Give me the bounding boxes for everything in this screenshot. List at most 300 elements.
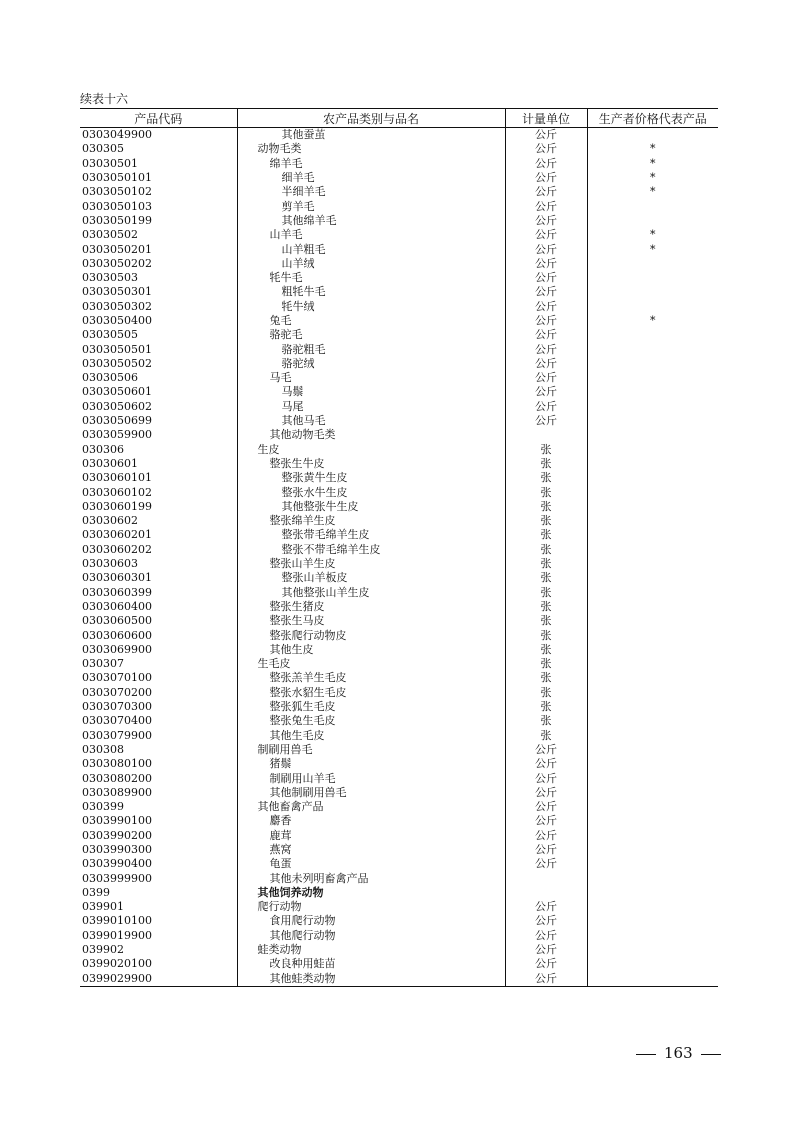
representative-mark-cell <box>587 214 718 228</box>
product-code-cell: 03030501 <box>82 156 138 170</box>
product-code-cell: 030308 <box>82 742 124 756</box>
representative-mark-cell <box>587 643 718 657</box>
unit-cell: 张 <box>505 586 587 600</box>
unit-cell: 公斤 <box>505 199 587 213</box>
product-name-cell: 整张生马皮 <box>237 614 505 628</box>
table-row <box>80 972 718 987</box>
product-name-cell: 牦牛绒 <box>237 300 505 314</box>
representative-mark-cell <box>587 557 718 571</box>
left-dash <box>636 1054 656 1055</box>
table-row <box>80 271 718 285</box>
table-row <box>80 385 718 399</box>
table-row <box>80 528 718 542</box>
table-row <box>80 128 718 143</box>
product-code-cell: 0303070200 <box>82 685 152 699</box>
product-code-cell: 0303050103 <box>82 199 152 213</box>
unit-cell: 公斤 <box>505 371 587 385</box>
table-row <box>80 371 718 385</box>
table-row <box>80 743 718 757</box>
table-body <box>80 128 718 987</box>
product-name-cell: 粗牦牛毛 <box>237 285 505 299</box>
representative-mark-cell <box>587 628 718 642</box>
product-code-cell: 03030603 <box>82 557 138 571</box>
representative-mark-cell: * <box>587 157 718 171</box>
product-code-cell: 0303060202 <box>82 542 152 556</box>
product-name-cell: 骆驼毛 <box>237 328 505 342</box>
representative-mark-cell <box>587 671 718 685</box>
representative-mark-cell <box>587 500 718 514</box>
header-representative-product: 生产者价格代表产品 <box>587 109 718 128</box>
product-code-cell: 0303050301 <box>82 285 152 299</box>
unit-cell: 公斤 <box>505 843 587 857</box>
representative-mark-cell <box>587 414 718 428</box>
table-row <box>80 571 718 585</box>
unit-cell: 公斤 <box>505 185 587 199</box>
unit-cell: 张 <box>505 657 587 671</box>
representative-mark-cell <box>587 614 718 628</box>
representative-mark-cell <box>587 371 718 385</box>
product-name-cell: 整张爬行动物皮 <box>237 628 505 642</box>
table-row <box>80 829 718 843</box>
product-name-cell: 剪羊毛 <box>237 199 505 213</box>
product-name-cell: 整张水貂生毛皮 <box>237 686 505 700</box>
unit-cell: 张 <box>505 485 587 499</box>
product-name-cell: 其他整张山羊生皮 <box>237 586 505 600</box>
product-name-cell: 整张山羊生皮 <box>237 557 505 571</box>
representative-mark-cell: * <box>587 242 718 256</box>
unit-cell: 张 <box>505 557 587 571</box>
table-row <box>80 786 718 800</box>
product-code-cell: 039901 <box>82 900 124 914</box>
unit-cell: 张 <box>505 471 587 485</box>
product-name-cell: 整张兔生毛皮 <box>237 714 505 728</box>
unit-cell: 张 <box>505 528 587 542</box>
representative-mark-cell <box>587 328 718 342</box>
product-name-cell: 生皮 <box>237 443 505 457</box>
unit-cell <box>505 886 587 900</box>
product-code-cell: 03030506 <box>82 371 138 385</box>
representative-mark-cell <box>587 128 718 143</box>
product-code-cell: 0303080100 <box>82 757 152 771</box>
product-name-cell: 整张生牛皮 <box>237 457 505 471</box>
product-code-cell: 0399019900 <box>82 928 152 942</box>
representative-mark-cell <box>587 871 718 885</box>
representative-mark-cell <box>587 586 718 600</box>
table-row <box>80 543 718 557</box>
unit-cell: 公斤 <box>505 214 587 228</box>
product-name-cell: 其他整张牛生皮 <box>237 500 505 514</box>
unit-cell: 公斤 <box>505 314 587 328</box>
unit-cell: 公斤 <box>505 157 587 171</box>
unit-cell: 张 <box>505 671 587 685</box>
representative-mark-cell <box>587 972 718 987</box>
table-row <box>80 443 718 457</box>
representative-mark-cell <box>587 400 718 414</box>
unit-cell: 张 <box>505 543 587 557</box>
product-name-cell: 骆驼绒 <box>237 357 505 371</box>
table-row <box>80 728 718 742</box>
table-row <box>80 600 718 614</box>
product-name-cell: 绵羊毛 <box>237 157 505 171</box>
product-code-cell: 03030502 <box>82 228 138 242</box>
product-name-cell: 其他饲养动物 <box>237 886 505 900</box>
unit-cell <box>505 871 587 885</box>
unit-cell: 张 <box>505 571 587 585</box>
product-code-cell: 030306 <box>82 442 124 456</box>
representative-mark-cell <box>587 857 718 871</box>
table-row <box>80 357 718 371</box>
unit-cell: 张 <box>505 514 587 528</box>
representative-mark-cell <box>587 929 718 943</box>
product-name-cell: 马鬃 <box>237 385 505 399</box>
table-row <box>80 142 718 156</box>
unit-cell: 张 <box>505 728 587 742</box>
table-row <box>80 185 718 199</box>
table-row <box>80 814 718 828</box>
table-row <box>80 400 718 414</box>
product-code-cell: 0303059900 <box>82 428 152 442</box>
product-name-cell: 食用爬行动物 <box>237 914 505 928</box>
representative-mark-cell: * <box>587 171 718 185</box>
unit-cell: 张 <box>505 714 587 728</box>
unit-cell: 公斤 <box>505 271 587 285</box>
table-row <box>80 700 718 714</box>
product-name-cell: 山羊粗毛 <box>237 242 505 256</box>
product-code-cell: 0303060500 <box>82 614 152 628</box>
product-code-cell: 0303060600 <box>82 628 152 642</box>
unit-cell: 公斤 <box>505 257 587 271</box>
product-name-cell: 整张羔羊生毛皮 <box>237 671 505 685</box>
representative-mark-cell <box>587 843 718 857</box>
unit-cell: 公斤 <box>505 814 587 828</box>
product-name-cell: 其他马毛 <box>237 414 505 428</box>
product-name-cell: 其他动物毛类 <box>237 428 505 442</box>
unit-cell: 张 <box>505 443 587 457</box>
page-number-footer <box>628 1044 729 1062</box>
product-code-cell: 0303079900 <box>82 728 152 742</box>
product-name-cell: 蛙类动物 <box>237 943 505 957</box>
product-name-cell: 山羊毛 <box>237 228 505 242</box>
product-code-cell: 0303070100 <box>82 671 152 685</box>
product-code-cell: 0303050501 <box>82 342 152 356</box>
product-code-cell: 0303050602 <box>82 399 152 413</box>
representative-mark-cell: * <box>587 185 718 199</box>
unit-cell: 公斤 <box>505 800 587 814</box>
representative-mark-cell <box>587 571 718 585</box>
product-code-cell: 0303050101 <box>82 171 152 185</box>
representative-mark-cell <box>587 285 718 299</box>
representative-mark-cell <box>587 714 718 728</box>
product-code-cell: 0303050502 <box>82 356 152 370</box>
product-name-cell: 整张不带毛绵羊生皮 <box>237 543 505 557</box>
product-code-cell: 0303050199 <box>82 213 152 227</box>
representative-mark-cell <box>587 800 718 814</box>
product-code-cell: 0303069900 <box>82 642 152 656</box>
table-row <box>80 285 718 299</box>
product-code-cell: 0303089900 <box>82 785 152 799</box>
unit-cell: 张 <box>505 600 587 614</box>
product-code-cell: 0303050699 <box>82 414 152 428</box>
product-code-cell: 0303060201 <box>82 528 152 542</box>
table-row <box>80 471 718 485</box>
representative-mark-cell <box>587 786 718 800</box>
header-category-name: 农产品类别与品名 <box>237 109 505 128</box>
unit-cell: 公斤 <box>505 357 587 371</box>
representative-mark-cell <box>587 700 718 714</box>
unit-cell: 公斤 <box>505 972 587 987</box>
representative-mark-cell <box>587 900 718 914</box>
table-row <box>80 199 718 213</box>
unit-cell: 公斤 <box>505 957 587 971</box>
unit-cell: 公斤 <box>505 242 587 256</box>
unit-cell: 张 <box>505 457 587 471</box>
product-code-cell: 0303070300 <box>82 700 152 714</box>
table-row <box>80 457 718 471</box>
table-row <box>80 514 718 528</box>
product-code-cell: 039902 <box>82 943 124 957</box>
table-row <box>80 757 718 771</box>
product-name-cell: 制刷用兽毛 <box>237 743 505 757</box>
product-code-cell: 0303060101 <box>82 471 152 485</box>
table-row <box>80 500 718 514</box>
unit-cell: 公斤 <box>505 771 587 785</box>
table-row <box>80 843 718 857</box>
product-code-cell: 030399 <box>82 800 124 814</box>
product-name-cell: 半细羊毛 <box>237 185 505 199</box>
representative-mark-cell <box>587 485 718 499</box>
table-row <box>80 771 718 785</box>
product-code-cell: 0303080200 <box>82 771 152 785</box>
representative-mark-cell <box>587 300 718 314</box>
product-name-cell: 爬行动物 <box>237 900 505 914</box>
unit-cell: 张 <box>505 614 587 628</box>
product-name-cell: 马毛 <box>237 371 505 385</box>
table-row <box>80 228 718 242</box>
product-name-cell: 整张带毛绵羊生皮 <box>237 528 505 542</box>
table-row <box>80 714 718 728</box>
table-row <box>80 857 718 871</box>
continuation-label: 续表十六 <box>80 92 129 106</box>
header-product-code: 产品代码 <box>80 109 237 128</box>
table-row <box>80 328 718 342</box>
table-row <box>80 586 718 600</box>
product-code-cell: 030305 <box>82 142 124 156</box>
representative-mark-cell: * <box>587 142 718 156</box>
unit-cell: 公斤 <box>505 285 587 299</box>
unit-cell: 公斤 <box>505 342 587 356</box>
representative-mark-cell <box>587 342 718 356</box>
product-name-cell: 细羊毛 <box>237 171 505 185</box>
product-name-cell: 兔毛 <box>237 314 505 328</box>
representative-mark-cell <box>587 528 718 542</box>
product-code-cell: 0303060399 <box>82 585 152 599</box>
table-row <box>80 929 718 943</box>
product-name-cell: 麝香 <box>237 814 505 828</box>
product-name-cell: 整张狐生毛皮 <box>237 700 505 714</box>
representative-mark-cell <box>587 771 718 785</box>
table-row <box>80 628 718 642</box>
right-dash <box>701 1054 721 1055</box>
product-code-cell: 0303060400 <box>82 599 152 613</box>
unit-cell: 公斤 <box>505 786 587 800</box>
product-name-cell: 生毛皮 <box>237 657 505 671</box>
product-name-cell: 整张生猪皮 <box>237 600 505 614</box>
table-row <box>80 157 718 171</box>
product-code-cell: 0303990100 <box>82 814 152 828</box>
product-code-cell: 0303050302 <box>82 299 152 313</box>
unit-cell <box>505 428 587 442</box>
product-name-cell: 马尾 <box>237 400 505 414</box>
table-row <box>80 914 718 928</box>
product-code-cell: 0303990400 <box>82 857 152 871</box>
representative-mark-cell <box>587 257 718 271</box>
product-name-cell: 燕窝 <box>237 843 505 857</box>
product-code-cell: 0303999900 <box>82 871 152 885</box>
representative-mark-cell <box>587 814 718 828</box>
table-row <box>80 886 718 900</box>
representative-mark-cell <box>587 443 718 457</box>
product-name-cell: 骆驼粗毛 <box>237 342 505 356</box>
unit-cell: 公斤 <box>505 142 587 156</box>
table-row <box>80 414 718 428</box>
product-code-cell: 0303060199 <box>82 499 152 513</box>
product-code-cell: 0303050102 <box>82 185 152 199</box>
product-code-cell: 0303050202 <box>82 256 152 270</box>
representative-mark-cell <box>587 957 718 971</box>
representative-mark-cell <box>587 657 718 671</box>
table-row <box>80 428 718 442</box>
representative-mark-cell <box>587 757 718 771</box>
table-row <box>80 671 718 685</box>
product-code-cell: 0303060301 <box>82 571 152 585</box>
product-name-cell: 鹿茸 <box>237 829 505 843</box>
product-code-cell: 0303070400 <box>82 714 152 728</box>
table-row <box>80 643 718 657</box>
product-name-cell: 其他蚕茧 <box>237 128 505 143</box>
table-row <box>80 871 718 885</box>
unit-cell: 公斤 <box>505 943 587 957</box>
unit-cell: 公斤 <box>505 171 587 185</box>
table-header-row <box>80 109 718 128</box>
table-row <box>80 900 718 914</box>
table-row <box>80 171 718 185</box>
table-row <box>80 257 718 271</box>
product-code-table <box>80 108 718 987</box>
representative-mark-cell <box>587 600 718 614</box>
representative-mark-cell <box>587 428 718 442</box>
header-unit: 计量单位 <box>505 109 587 128</box>
table-row <box>80 214 718 228</box>
representative-mark-cell: * <box>587 314 718 328</box>
product-code-cell: 030307 <box>82 657 124 671</box>
table-row <box>80 314 718 328</box>
product-name-cell: 动物毛类 <box>237 142 505 156</box>
table-row <box>80 657 718 671</box>
unit-cell: 公斤 <box>505 228 587 242</box>
product-code-cell: 0303050400 <box>82 314 152 327</box>
unit-cell: 公斤 <box>505 929 587 943</box>
product-code-cell: 03030602 <box>82 514 138 528</box>
unit-cell: 张 <box>505 500 587 514</box>
product-name-cell: 龟蛋 <box>237 857 505 871</box>
product-code-cell: 0303990300 <box>82 842 152 856</box>
representative-mark-cell <box>587 543 718 557</box>
product-name-cell: 其他畜禽产品 <box>237 800 505 814</box>
table-row <box>80 557 718 571</box>
product-name-cell: 其他制刷用兽毛 <box>237 786 505 800</box>
table-row <box>80 686 718 700</box>
representative-mark-cell <box>587 829 718 843</box>
unit-cell: 公斤 <box>505 757 587 771</box>
product-name-cell: 其他未列明畜禽产品 <box>237 871 505 885</box>
table-row <box>80 943 718 957</box>
representative-mark-cell <box>587 728 718 742</box>
product-name-cell: 其他生皮 <box>237 643 505 657</box>
table-row <box>80 800 718 814</box>
product-code-cell: 0303060102 <box>82 485 152 499</box>
representative-mark-cell <box>587 886 718 900</box>
product-name-cell: 整张山羊板皮 <box>237 571 505 585</box>
product-code-cell: 0303050201 <box>82 242 152 256</box>
unit-cell: 公斤 <box>505 914 587 928</box>
table-row <box>80 300 718 314</box>
representative-mark-cell <box>587 471 718 485</box>
representative-mark-cell: * <box>587 228 718 242</box>
product-name-cell: 其他爬行动物 <box>237 929 505 943</box>
product-name-cell: 其他生毛皮 <box>237 728 505 742</box>
representative-mark-cell <box>587 199 718 213</box>
table-row <box>80 957 718 971</box>
product-name-cell: 其他蛙类动物 <box>237 972 505 987</box>
representative-mark-cell <box>587 914 718 928</box>
unit-cell: 张 <box>505 700 587 714</box>
product-name-cell: 制刷用山羊毛 <box>237 771 505 785</box>
unit-cell: 公斤 <box>505 900 587 914</box>
table-row <box>80 342 718 356</box>
product-code-cell: 0399020100 <box>82 957 152 971</box>
product-code-cell: 03030601 <box>82 456 138 470</box>
unit-cell: 公斤 <box>505 128 587 143</box>
product-code-cell: 0399 <box>82 885 110 899</box>
product-name-cell: 其他绵羊毛 <box>237 214 505 228</box>
unit-cell: 公斤 <box>505 328 587 342</box>
product-code-cell: 03030505 <box>82 328 138 342</box>
unit-cell: 公斤 <box>505 829 587 843</box>
table-row <box>80 485 718 499</box>
unit-cell: 公斤 <box>505 385 587 399</box>
product-code-cell: 0399010100 <box>82 914 152 928</box>
page-number: 163 <box>664 1044 693 1062</box>
product-name-cell: 牦牛毛 <box>237 271 505 285</box>
unit-cell: 公斤 <box>505 857 587 871</box>
representative-mark-cell <box>587 686 718 700</box>
product-code-cell: 0303050601 <box>82 385 152 399</box>
product-name-cell: 改良种用蛙苗 <box>237 957 505 971</box>
unit-cell: 张 <box>505 628 587 642</box>
representative-mark-cell <box>587 385 718 399</box>
unit-cell: 公斤 <box>505 743 587 757</box>
representative-mark-cell <box>587 943 718 957</box>
representative-mark-cell <box>587 743 718 757</box>
representative-mark-cell <box>587 514 718 528</box>
product-code-cell: 0303049900 <box>82 128 152 142</box>
product-code-cell: 03030503 <box>82 271 138 285</box>
product-name-cell: 整张绵羊生皮 <box>237 514 505 528</box>
product-name-cell: 整张黄牛生皮 <box>237 471 505 485</box>
product-name-cell: 山羊绒 <box>237 257 505 271</box>
representative-mark-cell <box>587 457 718 471</box>
product-code-cell: 0399029900 <box>80 972 237 987</box>
